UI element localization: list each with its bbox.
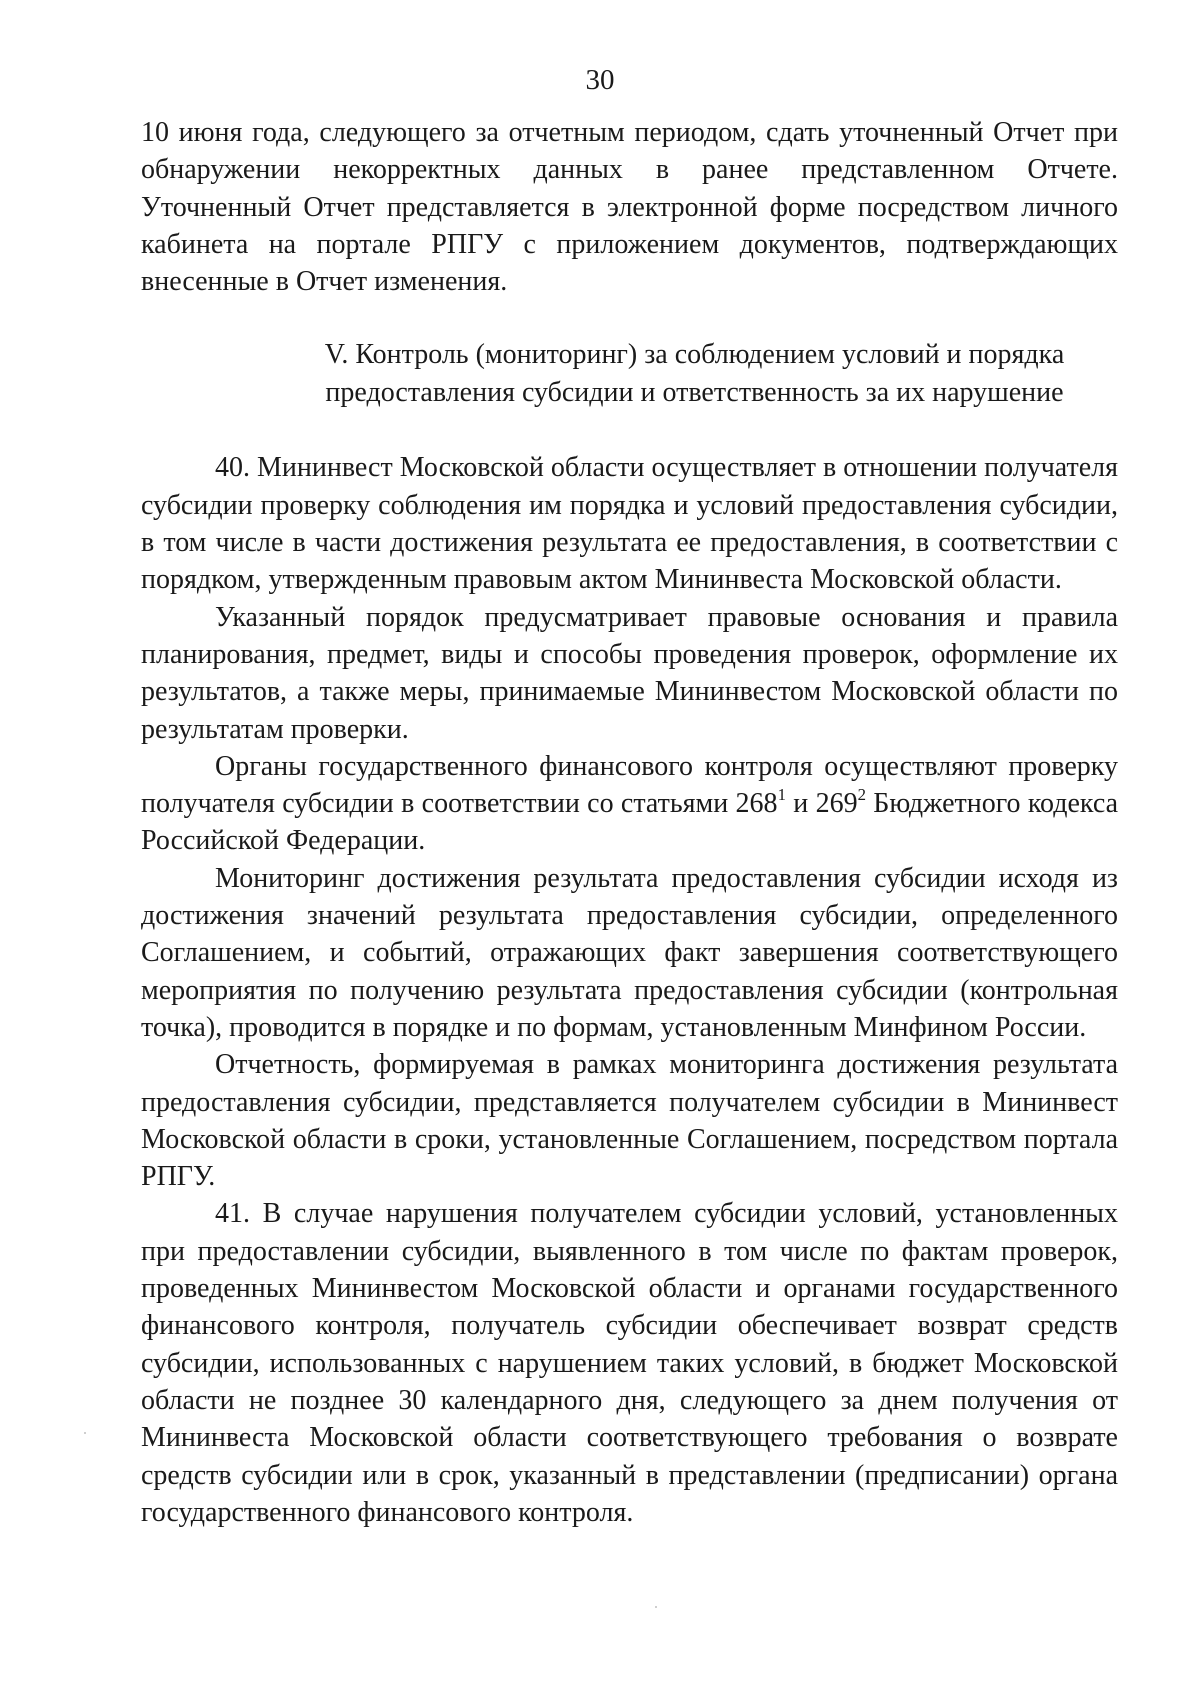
section-heading — [141, 336, 1118, 411]
page-number: 30 — [585, 64, 615, 96]
section-heading-line-2: предоставления субсидии и ответственность за их нарушение — [325, 376, 1064, 408]
section-heading-line-1: V. Контроль (мониторинг) за соблюдением условий и порядка — [324, 339, 1065, 371]
superscript-1: 1 — [777, 785, 786, 805]
paragraph-intro: 10 июня года, следующего за отчетным периодом, сдать уточненный Отчет при обнаружении некорректных данных в ранее представленном Отчете. Уточненный Отчет представляется в электронной форме посредством личного кабинета на портале РПГУ с приложением документов, подтверждающих внесенные в Отчет изменения. — [141, 117, 1118, 298]
scan-speck — [655, 1606, 657, 1608]
paragraph-40-financial-control-text-2: и 269 — [785, 788, 858, 820]
paragraph-40-financial-control-text-3: Бюджетного кодекса Российской Федерации. — [141, 788, 1119, 857]
paragraph-40-procedure: Указанный порядок предусматривает правовые основания и правила планирования, предмет, виды и способы проведения проверок, оформление их результатов, а также меры, принимаемые Мининвестом Московской области по результатам проверки. — [141, 601, 1118, 745]
scan-speck — [84, 1432, 86, 1434]
paragraph-40-financial-control-text-1: Органы государственного финансового контроля осуществляют проверку получателя субсидии в соответствии со статьями 268 — [141, 750, 1118, 820]
paragraph-40-monitoring: Мониторинг достижения результата предоставления субсидии исходя из достижения значений результата предоставления субсидии, определенного Соглашением, и событий, отражающих факт завершения соответствующего мероприятия по получению результата предоставления субсидии (контрольная точка), проводится в порядке и по формам, установленным Минфином России. — [141, 862, 1118, 1043]
paragraph-41: 41. В случае нарушения получателем субсидии условий, установленных при предоставлении субсидии, выявленного в том числе по фактам проверок, проведенных Мининвестом Московской области и органами государственного финансового контроля, получатель субсидии обеспечивает возврат средств субсидии, использованных с нарушением таких условий, в бюджет Московской области не позднее 30 календарного дня, следующего за днем получения от Мининвеста Московской области соответствующего требования о возврате средств субсидии или в срок, указанный в представлении (предписании) органа государственного финансового контроля. — [141, 1198, 1118, 1528]
paragraph-40-financial-control — [141, 748, 1118, 860]
document-body — [141, 114, 1118, 1531]
superscript-2: 2 — [857, 785, 866, 805]
paragraph-40: 40. Мининвест Московской области осуществляет в отношении получателя субсидии проверку соблюдения им порядка и условий предоставления субсидии, в том числе в части достижения результата ее предоставления, в соответствии с порядком, утвержденным правовым актом Мининвеста Московской области. — [141, 452, 1118, 596]
paragraph-40-reporting: Отчетность, формируемая в рамках мониторинга достижения результата предоставления субсидии, представляется получателем субсидии в Мининвест Московской области в сроки, установленные Соглашением, посредством портала РПГУ. — [141, 1049, 1118, 1193]
